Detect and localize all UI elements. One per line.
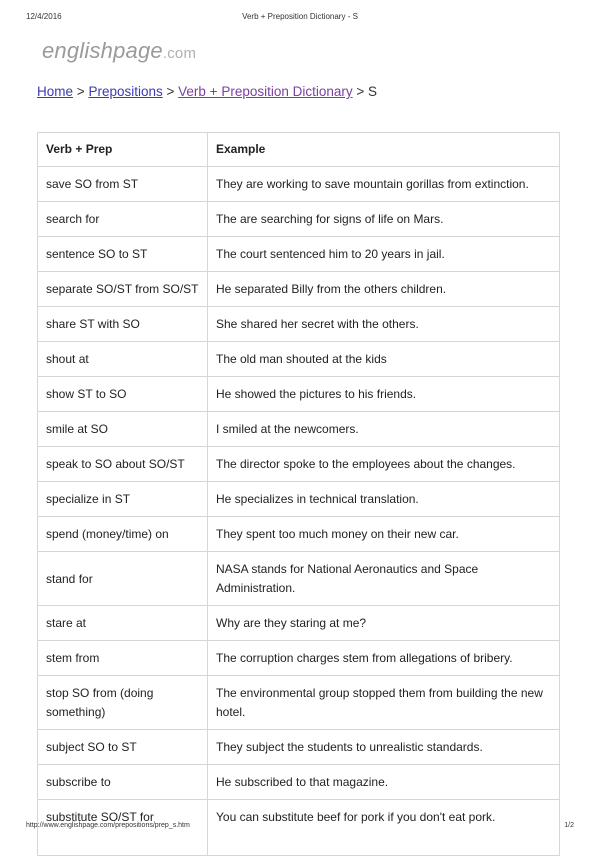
breadcrumb-dictionary-link[interactable]: Verb + Preposition Dictionary [178, 84, 353, 99]
verb-prep-cell: separate SO/ST from SO/ST [38, 272, 208, 307]
site-logo[interactable] [42, 38, 196, 64]
table-container [37, 132, 560, 824]
logo-suffix: .com [162, 45, 197, 62]
example-cell: They subject the students to unrealistic standards. [208, 730, 560, 765]
verb-prep-cell: share ST with SO [38, 307, 208, 342]
table-row [38, 641, 560, 676]
table-row [38, 342, 560, 377]
verb-prep-cell: subscribe to [38, 765, 208, 800]
example-cell: The corruption charges stem from allegations of bribery. [208, 641, 560, 676]
verb-prep-cell: stand for [38, 552, 208, 606]
verb-prep-cell: speak to SO about SO/ST [38, 447, 208, 482]
example-cell: He subscribed to that magazine. [208, 765, 560, 800]
table-row [38, 412, 560, 447]
example-cell: He showed the pictures to his friends. [208, 377, 560, 412]
verb-prep-cell: smile at SO [38, 412, 208, 447]
print-footer [26, 822, 574, 834]
verb-prep-cell: sentence SO to ST [38, 237, 208, 272]
table-row [38, 202, 560, 237]
example-cell: He separated Billy from the others children. [208, 272, 560, 307]
verb-prep-cell: stem from [38, 641, 208, 676]
column-header-example: Example [208, 133, 560, 167]
example-cell: They spent too much money on their new car. [208, 517, 560, 552]
verb-prep-cell: stare at [38, 606, 208, 641]
verb-prep-cell: shout at [38, 342, 208, 377]
example-cell: The court sentenced him to 20 years in jail. [208, 237, 560, 272]
verb-prep-cell: show ST to SO [38, 377, 208, 412]
print-title: Verb + Preposition Dictionary - S [242, 12, 358, 21]
verb-prep-cell: subject SO to ST [38, 730, 208, 765]
table-row [38, 765, 560, 800]
table-row [38, 676, 560, 730]
table-row [38, 730, 560, 765]
page-number: 1/2 [564, 822, 574, 829]
breadcrumb-separator: > [166, 84, 175, 99]
verb-prep-cell: search for [38, 202, 208, 237]
example-cell: They are working to save mountain gorillas from extinction. [208, 167, 560, 202]
breadcrumb-separator: > [76, 84, 85, 99]
example-cell: The director spoke to the employees about the changes. [208, 447, 560, 482]
table-row [38, 237, 560, 272]
verb-preposition-table [37, 132, 560, 856]
example-cell: Why are they staring at me? [208, 606, 560, 641]
table-row [38, 167, 560, 202]
example-cell: The old man shouted at the kids [208, 342, 560, 377]
table-row [38, 377, 560, 412]
breadcrumb-current: S [368, 84, 378, 99]
table-row [38, 517, 560, 552]
logo-name: englishpage [42, 38, 163, 63]
example-cell: He specializes in technical translation. [208, 482, 560, 517]
table-row [38, 272, 560, 307]
breadcrumb-prepositions-link[interactable]: Prepositions [88, 84, 163, 99]
print-header [26, 12, 574, 24]
verb-prep-cell: spend (money/time) on [38, 517, 208, 552]
breadcrumb-separator: > [356, 84, 365, 99]
table-row [38, 447, 560, 482]
table-header-row [38, 133, 560, 167]
verb-prep-cell: specialize in ST [38, 482, 208, 517]
example-cell: NASA stands for National Aeronautics and Space Administration. [208, 552, 560, 606]
print-url: http://www.englishpage.com/prepositions/prep_s.htm [26, 822, 190, 829]
table-row [38, 307, 560, 342]
example-cell: You can substitute beef for pork if you don't eat pork. [208, 800, 560, 856]
table-row [38, 482, 560, 517]
verb-prep-cell: substitute SO/ST for [38, 800, 208, 856]
verb-prep-cell: save SO from ST [38, 167, 208, 202]
breadcrumb-home-link[interactable]: Home [37, 84, 74, 99]
table-row [38, 552, 560, 606]
column-header-verb-prep: Verb + Prep [38, 133, 208, 167]
breadcrumb [37, 84, 377, 99]
example-cell: I smiled at the newcomers. [208, 412, 560, 447]
example-cell: The environmental group stopped them from building the new hotel. [208, 676, 560, 730]
example-cell: She shared her secret with the others. [208, 307, 560, 342]
print-date: 12/4/2016 [26, 12, 62, 21]
verb-prep-cell: stop SO from (doing something) [38, 676, 208, 730]
table-row [38, 606, 560, 641]
example-cell: The are searching for signs of life on Mars. [208, 202, 560, 237]
